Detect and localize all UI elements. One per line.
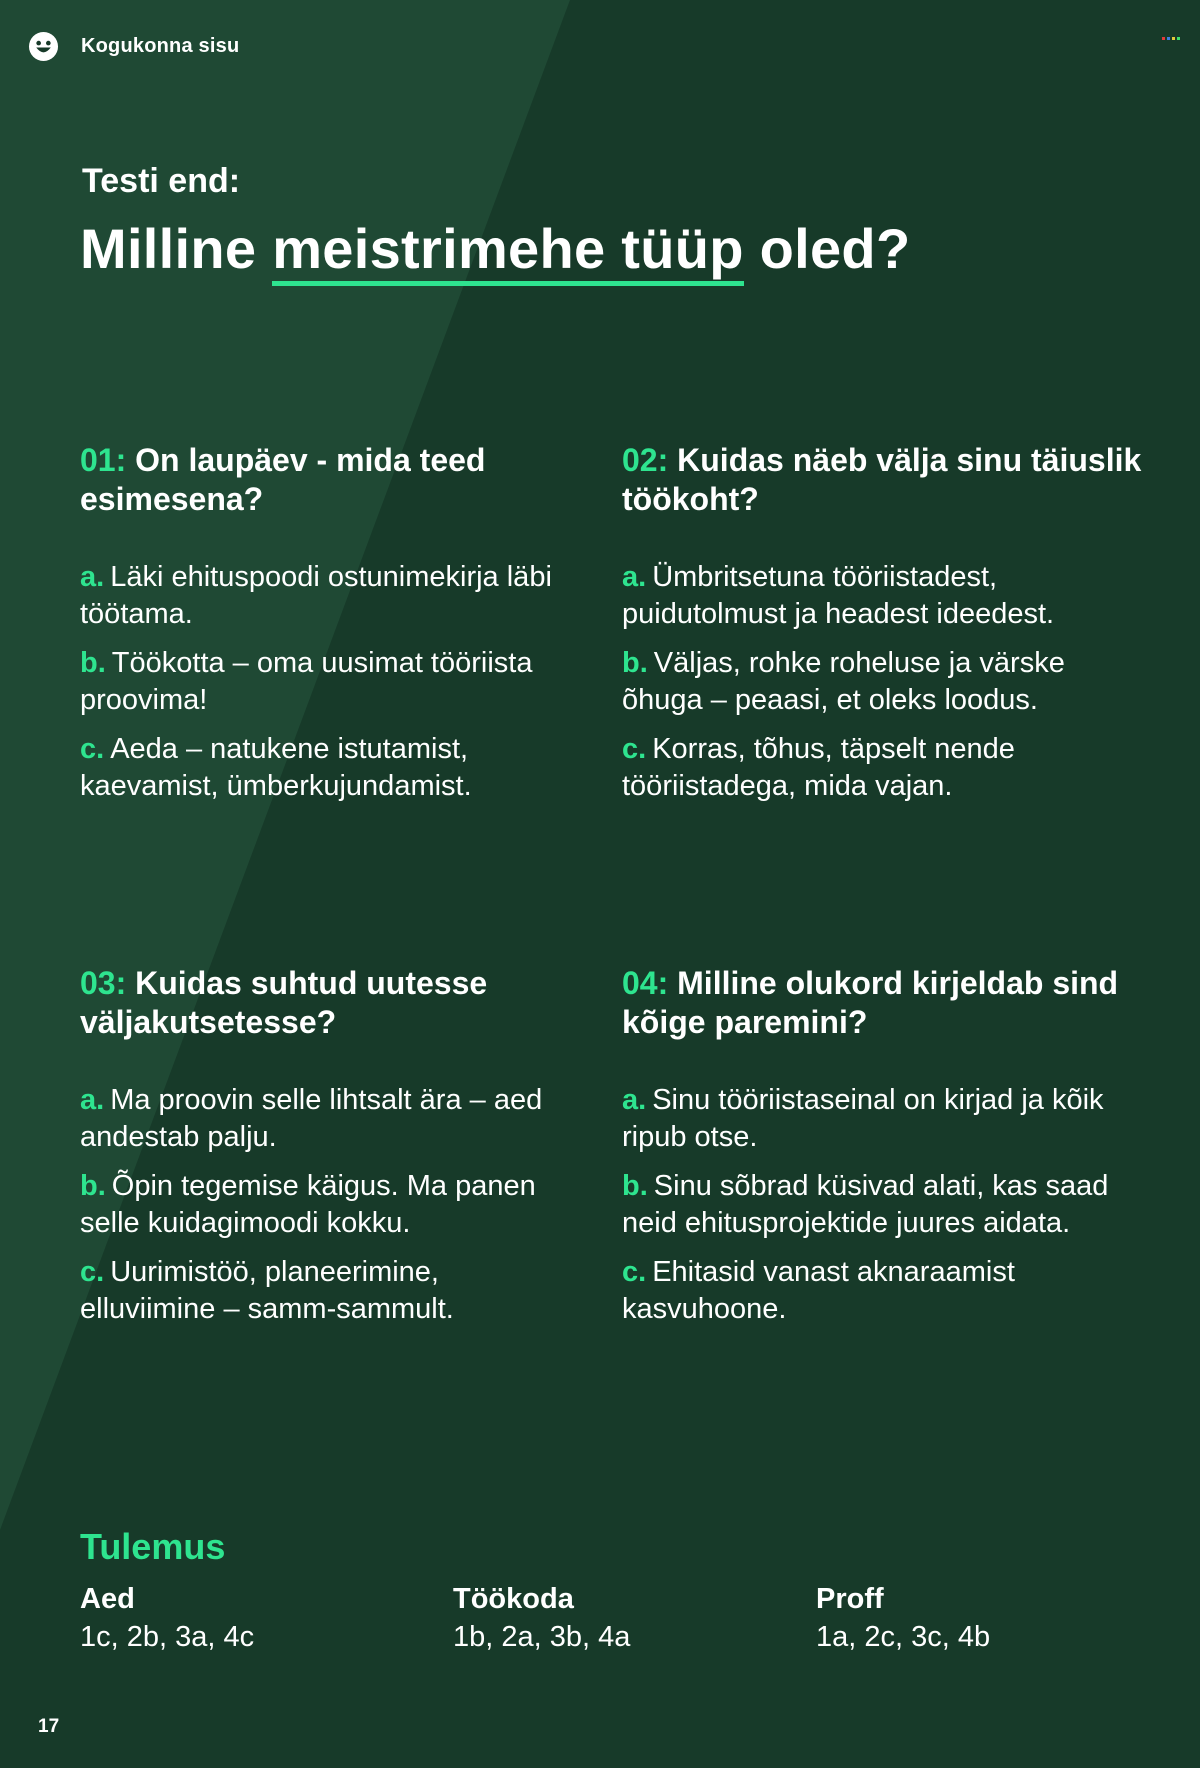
answer-letter: b. (80, 1170, 106, 1202)
question-number: 01: (80, 442, 127, 478)
result-type-answers: 1a, 2c, 3c, 4b (816, 1621, 991, 1653)
answer-text: Sinu sõbrad küsivad alati, kas saad neid ehitusprojektide juures aidata. (622, 1170, 1109, 1239)
answer-letter: b. (80, 647, 106, 679)
answer-option (80, 1168, 580, 1242)
question-3 (80, 964, 580, 1340)
answer-letter: b. (622, 647, 648, 679)
section-header (28, 28, 239, 64)
question-2 (622, 441, 1142, 817)
question-text: Milline olukord kirjeldab sind kõige paremini? (622, 965, 1119, 1040)
answer-letter: a. (80, 561, 105, 593)
answer-letter: c. (80, 1256, 105, 1288)
answer-letter: a. (622, 1084, 647, 1116)
answer-option (80, 1254, 580, 1328)
answer-letter: b. (622, 1170, 648, 1202)
result-type-1 (80, 1581, 254, 1657)
result-type-answers: 1b, 2a, 3b, 4a (453, 1621, 631, 1653)
answer-letter: c. (622, 1256, 647, 1288)
answer-option (622, 1254, 1142, 1328)
answer-text: Töökotta – oma uusimat tööriista proovima! (80, 647, 533, 716)
answer-option (80, 1082, 580, 1156)
answer-option (622, 1168, 1142, 1242)
answer-letter: c. (622, 733, 647, 765)
answer-option (622, 645, 1142, 719)
answer-text: Ümbritsetuna tööriistadest, puidutolmust ja headest ideedest. (622, 561, 1055, 630)
smiley-icon (28, 31, 59, 62)
question-title (622, 441, 1142, 519)
result-type-name: Töökoda (453, 1583, 574, 1615)
question-title (80, 964, 580, 1042)
results-title: Tulemus (80, 1526, 226, 1567)
color-marker (1162, 37, 1180, 40)
answer-letter: a. (622, 561, 647, 593)
title-part-after: oled? (743, 217, 911, 280)
answer-letter: a. (80, 1084, 105, 1116)
question-1 (80, 441, 580, 817)
answer-text: Läki ehituspoodi ostunimekirja läbi töötama. (80, 561, 552, 630)
kicker: Testi end: (82, 162, 241, 200)
title-part-before: Milline (80, 217, 273, 280)
question-number: 04: (622, 965, 669, 1001)
answer-option (80, 645, 580, 719)
question-title (80, 441, 580, 519)
answer-text: Korras, tõhus, täpselt nende tööriistadega, mida vajan. (622, 733, 1015, 802)
answer-text: Õpin tegemise käigus. Ma panen selle kuidagimoodi kokku. (80, 1170, 536, 1239)
question-4 (622, 964, 1142, 1340)
result-type-name: Aed (80, 1583, 135, 1615)
answer-option (80, 559, 580, 633)
result-type-2 (453, 1581, 630, 1657)
answer-option (80, 731, 580, 805)
question-number: 03: (80, 965, 127, 1001)
question-text: On laupäev - mida teed esimesena? (80, 442, 486, 517)
page-number: 17 (38, 1716, 60, 1737)
result-type-name: Proff (816, 1583, 884, 1615)
answer-text: Aeda – natukene istutamist, kaevamist, ümberkujundamist. (80, 733, 472, 802)
answer-option (622, 559, 1142, 633)
question-number: 02: (622, 442, 669, 478)
answer-letter: c. (80, 733, 105, 765)
answer-text: Ehitasid vanast aknaraamist kasvuhoone. (622, 1256, 1015, 1325)
title-highlight: meistrimehe tüüp (272, 220, 744, 286)
question-text: Kuidas näeb välja sinu täiuslik töökoht? (622, 442, 1142, 517)
answer-text: Sinu tööriistaseinal on kirjad ja kõik ripub otse. (622, 1084, 1104, 1153)
result-type-3 (816, 1581, 990, 1657)
question-text: Kuidas suhtud uutesse väljakutsetesse? (80, 965, 488, 1040)
page-title (80, 216, 910, 286)
result-type-answers: 1c, 2b, 3a, 4c (80, 1621, 255, 1653)
answer-text: Väljas, rohke roheluse ja värske õhuga – peaasi, et oleks loodus. (622, 647, 1065, 716)
section-label: Kogukonna sisu (81, 34, 240, 57)
answer-option (622, 1082, 1142, 1156)
answer-option (622, 731, 1142, 805)
question-title (622, 964, 1142, 1042)
answer-text: Uurimistöö, planeerimine, elluviimine – samm-sammult. (80, 1256, 454, 1325)
answer-text: Ma proovin selle lihtsalt ära – aed andestab palju. (80, 1084, 543, 1153)
